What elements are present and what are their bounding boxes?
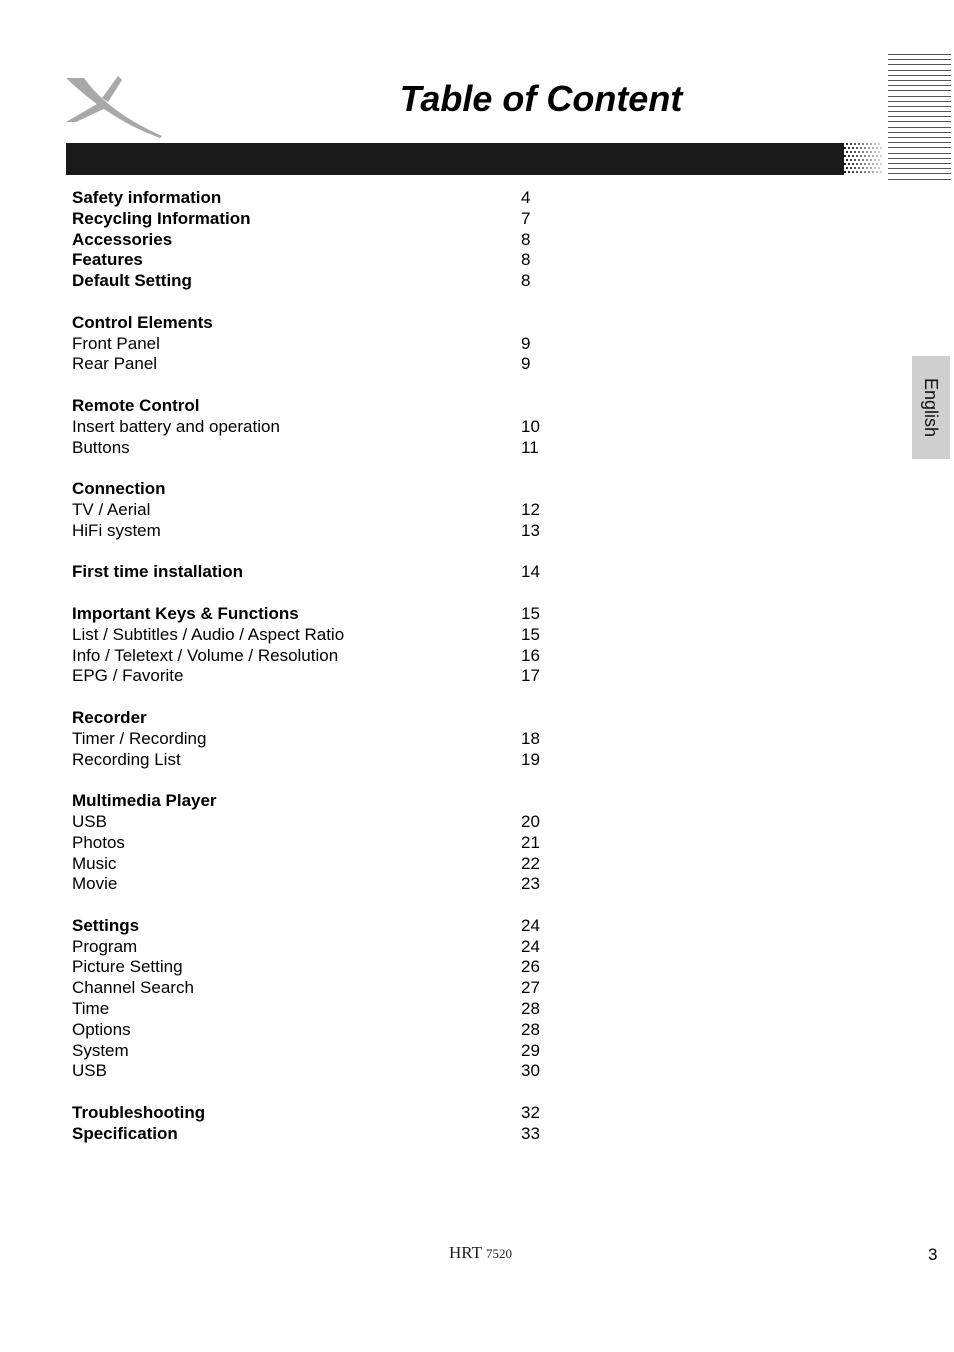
dot — [844, 155, 846, 157]
toc-entry-label: Music — [72, 853, 117, 873]
toc-entry[interactable] — [72, 812, 572, 833]
toc-entry[interactable] — [72, 708, 572, 729]
toc-entry-label: Info / Teletext / Volume / Resolution — [72, 645, 339, 665]
stripe-line — [888, 96, 951, 97]
toc-entry-page: 21 — [521, 832, 540, 852]
dot — [848, 147, 850, 149]
toc-entry-label: Accessories — [72, 229, 173, 249]
dot — [848, 171, 850, 173]
dot — [842, 159, 844, 161]
toc-entry-label: Connection — [72, 479, 166, 499]
stripe-line — [888, 121, 951, 122]
toc-entry-label: Settings — [72, 915, 140, 935]
dot — [846, 159, 848, 161]
dot — [864, 163, 866, 165]
stripe-line — [888, 59, 951, 60]
toc-entry-label: Insert battery and operation — [72, 416, 280, 436]
dot — [852, 155, 854, 157]
toc-entry-page: 9 — [521, 333, 531, 353]
toc-entry-page: 15 — [521, 603, 540, 623]
toc-entry[interactable] — [72, 250, 572, 271]
toc-entry-page: 16 — [521, 645, 540, 665]
toc-entry-label: Recording List — [72, 749, 181, 769]
stripe-line — [888, 127, 951, 128]
toc-entry-label: HiFi system — [72, 520, 161, 540]
dot — [852, 163, 854, 165]
toc-entry[interactable] — [72, 562, 572, 583]
stripe-line — [888, 163, 951, 164]
dot — [846, 143, 848, 145]
toc-entry-page: 19 — [521, 749, 540, 769]
toc-entry-page: 18 — [521, 728, 540, 748]
dot — [858, 151, 860, 153]
toc-entry-label: Remote Control — [72, 395, 200, 415]
toc-entry[interactable] — [72, 1124, 572, 1145]
toc-entry-page: 7 — [521, 208, 531, 228]
language-tab[interactable] — [912, 356, 950, 459]
dot — [860, 155, 862, 157]
stripe-line — [888, 137, 951, 138]
toc-entry[interactable] — [72, 1041, 572, 1062]
toc-entry-page: 27 — [521, 978, 540, 998]
toc-entry-label: Channel Search — [72, 978, 194, 998]
dot — [846, 151, 848, 153]
toc-entry[interactable] — [72, 854, 572, 875]
dot — [868, 163, 870, 165]
dot — [868, 147, 870, 149]
dot — [872, 147, 874, 149]
dot — [872, 163, 874, 165]
toc-entry-label: Recorder — [72, 707, 147, 727]
dot — [868, 155, 870, 157]
toc-entry[interactable] — [72, 874, 572, 895]
toc-entry-label: Rear Panel — [72, 354, 158, 374]
dot — [874, 143, 876, 145]
stripe-line — [888, 116, 951, 117]
dot — [870, 143, 872, 145]
toc-entry-label: List / Subtitles / Audio / Aspect Ratio — [72, 624, 345, 644]
toc-entry-label: USB — [72, 1061, 107, 1081]
toc-entry[interactable] — [72, 271, 572, 292]
toc-entry[interactable] — [72, 957, 572, 978]
toc-entry[interactable] — [72, 1061, 572, 1082]
toc-entry-page: 24 — [521, 915, 540, 935]
stripe-line — [888, 90, 951, 91]
toc-entry-label: Important Keys & Functions — [72, 603, 299, 623]
dot — [844, 147, 846, 149]
toc-entry-label: First time installation — [72, 562, 243, 582]
dot — [876, 163, 878, 165]
toc-entry-page: 30 — [521, 1061, 540, 1081]
toc-entry-label: Front Panel — [72, 333, 160, 353]
dot — [878, 167, 880, 169]
toc-entry[interactable] — [72, 521, 572, 542]
footer-model — [449, 1243, 512, 1263]
dot — [874, 159, 876, 161]
dot — [880, 171, 882, 173]
dot — [878, 143, 880, 145]
toc-entry-page: 9 — [521, 354, 531, 374]
toc-list — [72, 188, 572, 1145]
toc-entry[interactable] — [72, 833, 572, 854]
toc-entry-page: 23 — [521, 874, 540, 894]
dot — [862, 143, 864, 145]
stripe-line — [888, 147, 951, 148]
dot — [872, 155, 874, 157]
toc-entry-label: Buttons — [72, 437, 130, 457]
toc-entry-label: Control Elements — [72, 312, 213, 332]
toc-entry[interactable] — [72, 230, 572, 251]
dot — [850, 151, 852, 153]
toc-entry-label: System — [72, 1040, 129, 1060]
toc-entry-label: Default Setting — [72, 271, 192, 291]
page-title: Table of Content — [399, 78, 683, 119]
dot — [854, 151, 856, 153]
dot — [850, 167, 852, 169]
dot — [876, 147, 878, 149]
dot — [874, 167, 876, 169]
dot — [846, 167, 848, 169]
dot — [852, 171, 854, 173]
stripe-line — [888, 142, 951, 143]
model-number: 7520 — [485, 1246, 512, 1261]
stripe-line — [888, 75, 951, 76]
toc-entry-page: 10 — [521, 416, 540, 436]
stripe-line — [888, 132, 951, 133]
toc-entry-page: 20 — [521, 811, 540, 831]
toc-entry-page: 28 — [521, 999, 540, 1019]
toc-entry[interactable] — [72, 750, 572, 771]
dot — [866, 151, 868, 153]
stripe-line — [888, 70, 951, 71]
dot — [850, 143, 852, 145]
toc-entry[interactable] — [72, 666, 572, 687]
dot — [866, 143, 868, 145]
toc-entry-label: Multimedia Player — [72, 791, 217, 811]
stripe-line — [888, 168, 951, 169]
toc-entry-page: 29 — [521, 1040, 540, 1060]
toc-entry-page: 4 — [521, 188, 531, 207]
toc-entry-page: 28 — [521, 1019, 540, 1039]
dot — [856, 171, 858, 173]
toc-entry[interactable] — [72, 729, 572, 750]
dot — [848, 155, 850, 157]
dot — [842, 151, 844, 153]
toc-entry[interactable] — [72, 646, 572, 667]
toc-entry-page: 17 — [521, 666, 540, 686]
toc-entry-label: Safety information — [72, 188, 222, 207]
stripe-line — [888, 179, 951, 180]
toc-entry[interactable] — [72, 188, 572, 209]
toc-entry[interactable] — [72, 916, 572, 937]
dot — [856, 147, 858, 149]
toc-entry-page: 8 — [521, 229, 531, 249]
toc-entry[interactable] — [72, 978, 572, 999]
toc-entry-page: 8 — [521, 250, 531, 270]
toc-entry-label: Specification — [72, 1123, 178, 1143]
toc-entry-label: Photos — [72, 832, 125, 852]
toc-entry[interactable] — [72, 604, 572, 625]
toc-entry[interactable] — [72, 334, 572, 355]
dot — [848, 163, 850, 165]
toc-entry[interactable] — [72, 1020, 572, 1041]
dot — [844, 163, 846, 165]
toc-entry-label: Options — [72, 1019, 131, 1039]
stripe-line — [888, 54, 951, 55]
dot — [870, 151, 872, 153]
stripe-line — [888, 106, 951, 107]
dot — [872, 171, 874, 173]
toc-entry-label: Program — [72, 936, 138, 956]
stripe-line — [888, 153, 951, 154]
dot — [878, 159, 880, 161]
toc-entry-page: 22 — [521, 853, 540, 873]
dot — [860, 147, 862, 149]
toc-entry-page: 32 — [521, 1103, 540, 1123]
toc-entry[interactable] — [72, 396, 572, 417]
toc-entry[interactable] — [72, 791, 572, 812]
toc-entry[interactable] — [72, 313, 572, 334]
stripe-line — [888, 85, 951, 86]
stripe-line — [888, 111, 951, 112]
dot — [862, 151, 864, 153]
toc-entry[interactable] — [72, 625, 572, 646]
dot — [858, 159, 860, 161]
stripe-line — [888, 158, 951, 159]
toc-entry-page: 15 — [521, 624, 540, 644]
toc-entry-label: Time — [72, 999, 110, 1019]
dot — [850, 159, 852, 161]
toc-entry[interactable] — [72, 209, 572, 230]
dot-pattern-decoration — [842, 143, 882, 175]
dot — [854, 159, 856, 161]
toc-entry-page: 13 — [521, 520, 540, 540]
toc-entry-label: Timer / Recording — [72, 728, 207, 748]
toc-entry[interactable] — [72, 438, 572, 459]
toc-entry-label: Recycling Information — [72, 208, 251, 228]
toc-entry-page: 33 — [521, 1123, 540, 1143]
dot — [864, 171, 866, 173]
dot — [870, 159, 872, 161]
toc-entry[interactable] — [72, 479, 572, 500]
toc-entry-label: EPG / Favorite — [72, 666, 184, 686]
dot — [876, 171, 878, 173]
dot — [860, 171, 862, 173]
dot — [864, 155, 866, 157]
dot — [852, 147, 854, 149]
toc-entry[interactable] — [72, 999, 572, 1020]
toc-entry[interactable] — [72, 354, 572, 375]
toc-entry[interactable] — [72, 1103, 572, 1124]
dot — [874, 151, 876, 153]
toc-entry-page: 8 — [521, 271, 531, 291]
stripe-line — [888, 80, 951, 81]
toc-entry-page: 11 — [521, 437, 539, 457]
dot — [862, 167, 864, 169]
dot — [866, 167, 868, 169]
dot — [880, 147, 882, 149]
dot — [844, 171, 846, 173]
dot — [856, 163, 858, 165]
dot — [868, 171, 870, 173]
dot — [854, 167, 856, 169]
dot — [878, 151, 880, 153]
stripe-line — [888, 101, 951, 102]
toc-entry-label: Troubleshooting — [72, 1103, 206, 1123]
toc-entry-label: TV / Aerial — [72, 499, 151, 519]
dot — [854, 143, 856, 145]
dot — [862, 159, 864, 161]
dot — [864, 147, 866, 149]
stripe-decoration — [888, 54, 951, 180]
toc-entry[interactable] — [72, 500, 572, 521]
stripe-line — [888, 173, 951, 174]
dot — [880, 155, 882, 157]
x-brand-logo-icon — [64, 72, 162, 140]
dot — [858, 143, 860, 145]
stripe-line — [888, 64, 951, 65]
page-number: 3 — [928, 1245, 938, 1264]
toc-entry-page: 24 — [521, 936, 540, 956]
toc-entry[interactable] — [72, 417, 572, 438]
model-name: HRT — [449, 1243, 482, 1262]
dot — [880, 163, 882, 165]
toc-entry-page: 12 — [521, 499, 540, 519]
dot — [860, 163, 862, 165]
dot — [842, 167, 844, 169]
toc-entry-label: Movie — [72, 874, 118, 894]
toc-entry-label: Picture Setting — [72, 957, 183, 977]
toc-entry-label: Features — [72, 250, 143, 270]
toc-entry-page: 14 — [521, 562, 540, 582]
toc-entry[interactable] — [72, 937, 572, 958]
toc-entry-label: USB — [72, 811, 107, 831]
dot — [842, 143, 844, 145]
dot — [858, 167, 860, 169]
header-bar — [66, 143, 844, 175]
dot — [866, 159, 868, 161]
dot — [870, 167, 872, 169]
dot — [856, 155, 858, 157]
language-tab-label: English — [921, 377, 942, 438]
toc-entry-page: 26 — [521, 957, 540, 977]
dot — [876, 155, 878, 157]
